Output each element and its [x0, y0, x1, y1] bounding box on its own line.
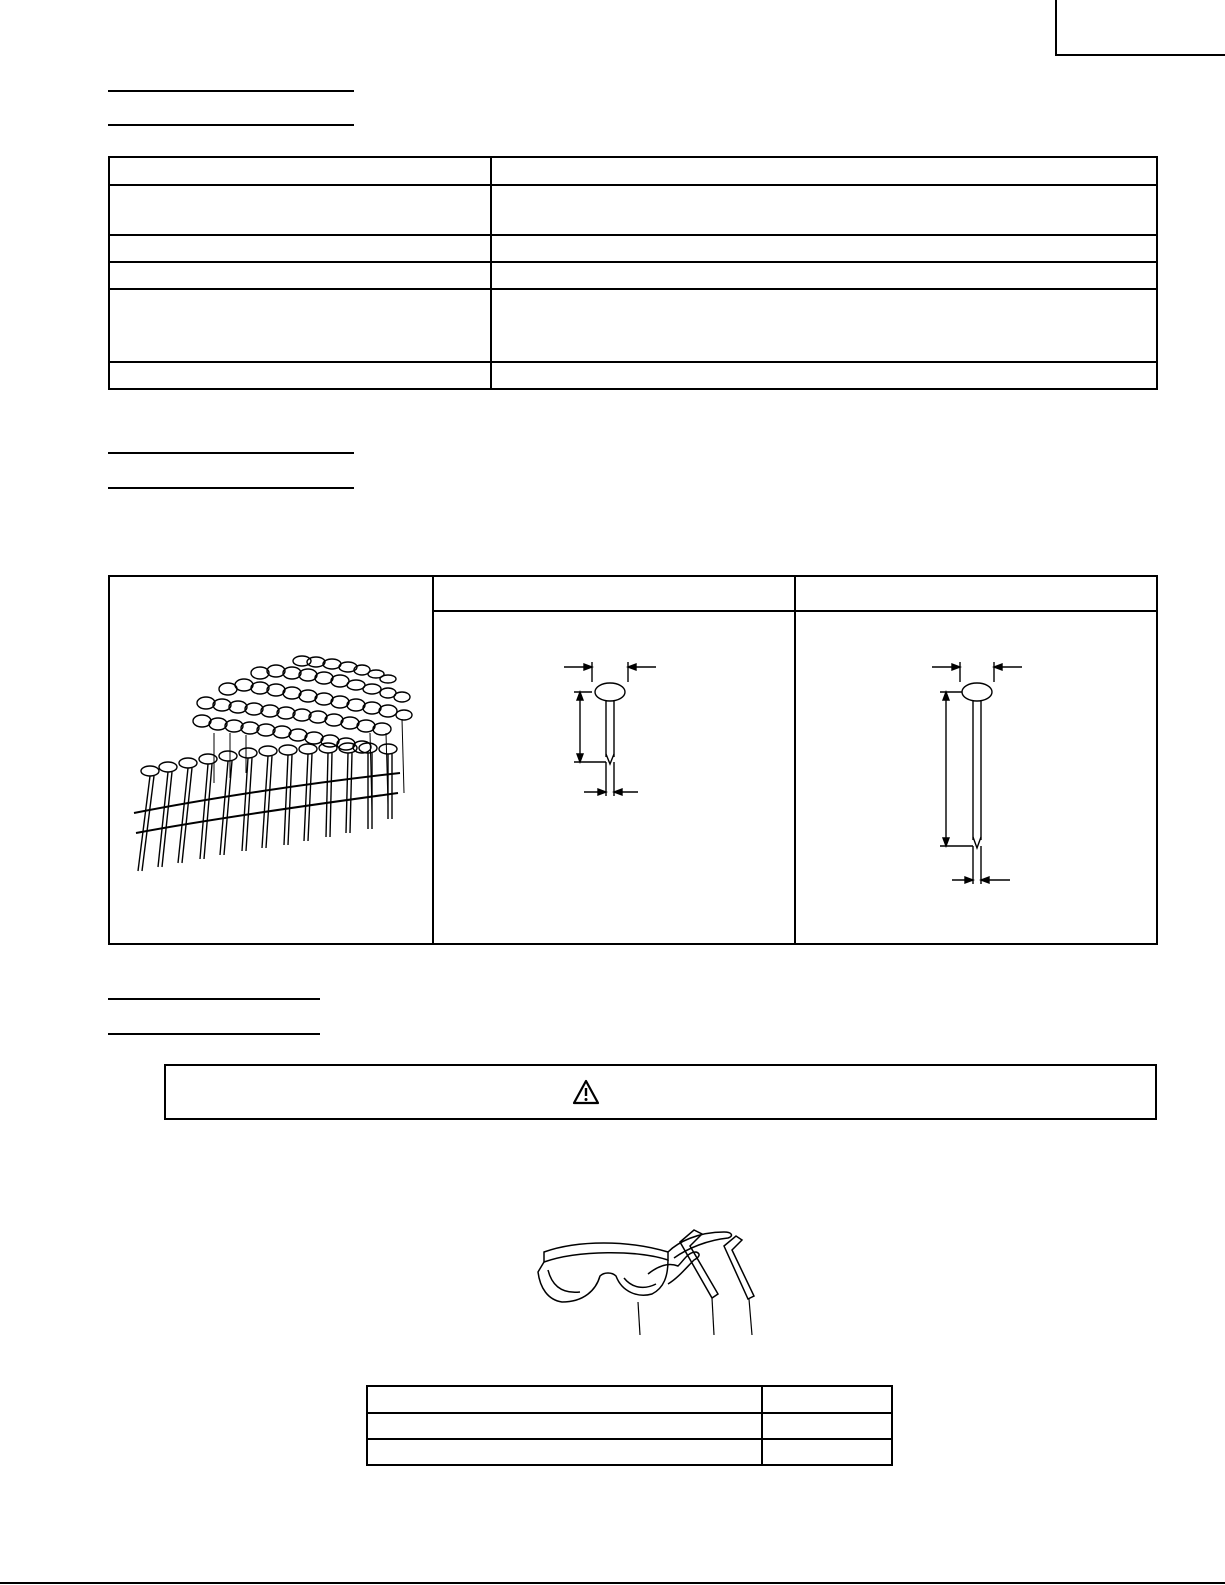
accessories-table: [366, 1385, 893, 1466]
spec-value-cell: [491, 362, 1157, 389]
section-heading-nail-selection: [108, 452, 354, 492]
table-row: [109, 185, 1157, 235]
heading-rule-top: [108, 998, 320, 1000]
accessory-qty-cell: [762, 1386, 892, 1413]
section-heading-specifications: [108, 88, 354, 128]
heading-rule-top: [108, 90, 354, 92]
coil-nails-illustration: [110, 593, 432, 923]
spec-value-cell: [491, 289, 1157, 362]
heading-rule-top: [108, 452, 354, 454]
caution-box: [164, 1064, 1157, 1120]
table-row: [109, 157, 1157, 185]
safety-glasses-icon: [538, 1232, 731, 1335]
warning-triangle-icon: [572, 1079, 600, 1105]
front-nail-row: [138, 743, 397, 871]
page-number-tab: [1055, 0, 1225, 56]
accessory-qty-cell: [762, 1439, 892, 1465]
spec-value-cell: [491, 235, 1157, 262]
accessory-item-cell: [367, 1439, 762, 1465]
spec-value-cell: [491, 185, 1157, 235]
page-bottom-rule: [0, 1582, 1225, 1584]
specifications-table: [108, 156, 1158, 390]
spec-label-cell: [109, 262, 491, 289]
table-row: [109, 576, 1157, 611]
table-row: [367, 1413, 892, 1439]
table-row: [109, 362, 1157, 389]
heading-rule-bottom: [108, 1033, 320, 1035]
hex-wrench-small-icon: [724, 1236, 754, 1335]
short-nail-dimension-diagram: [434, 612, 794, 938]
table-row: [367, 1386, 892, 1413]
short-nail-diagram-cell: [433, 611, 795, 944]
long-nail-diagram-cell: [795, 611, 1157, 944]
coil-nail-illustration-cell: [109, 576, 433, 944]
heading-rule-bottom: [108, 124, 354, 126]
nail-heads: [193, 656, 412, 753]
accessory-qty-cell: [762, 1413, 892, 1439]
long-nail-dimension-diagram: [796, 612, 1154, 938]
heading-rule-bottom: [108, 487, 354, 489]
spec-label-cell: [109, 185, 491, 235]
spec-value-cell: [491, 262, 1157, 289]
spec-label-cell: [109, 362, 491, 389]
hex-wrench-large-icon: [680, 1230, 718, 1335]
spec-label-cell: [109, 235, 491, 262]
spec-label-cell: [109, 289, 491, 362]
spec-label-cell: [109, 157, 491, 185]
table-row: [367, 1439, 892, 1465]
section-heading-accessories: [108, 998, 320, 1038]
accessory-item-cell: [367, 1413, 762, 1439]
nail-column-header: [795, 576, 1157, 611]
accessories-illustration: [528, 1222, 798, 1337]
accessory-item-cell: [367, 1386, 762, 1413]
table-row: [109, 235, 1157, 262]
table-row: [109, 262, 1157, 289]
nail-selection-table: [108, 575, 1158, 945]
table-row: [109, 289, 1157, 362]
nail-column-header: [433, 576, 795, 611]
spec-value-cell: [491, 157, 1157, 185]
